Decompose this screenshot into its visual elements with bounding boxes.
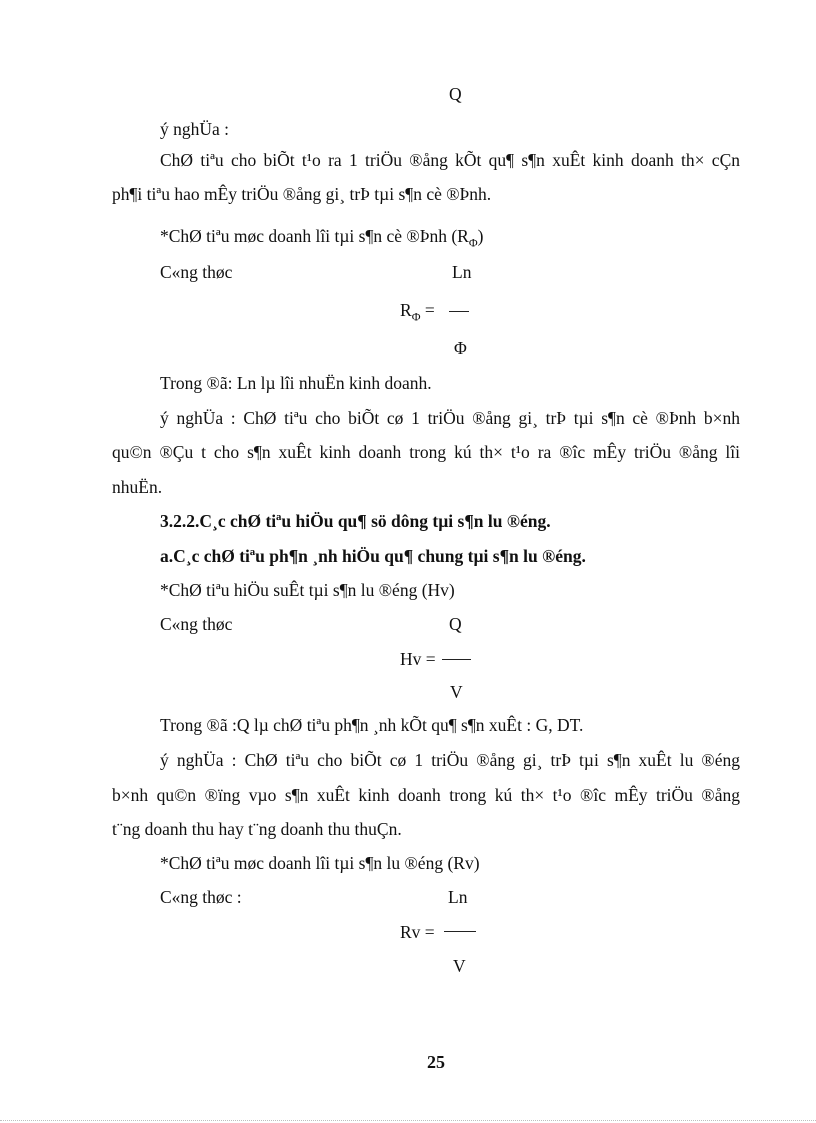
y-nghia-label: ý nghÜa : bbox=[160, 119, 230, 139]
formula-rphi-subscript: Φ bbox=[411, 309, 421, 324]
formula-denominator-phi: Φ bbox=[454, 338, 467, 358]
paragraph-2-line-3: nhuËn. bbox=[112, 477, 163, 497]
paragraph-2-line-1: ý nghÜa : ChØ tiªu cho biÕt cø 1 triÖu ®ång gi¸ trÞ tµi s¶n cè ®Þnh b×nh bbox=[160, 408, 740, 428]
formula-rphi-r: R bbox=[400, 300, 412, 320]
page-number: 25 bbox=[427, 1052, 445, 1072]
formula-numerator-ln-2: Ln bbox=[448, 887, 468, 907]
section-heading-a: a.C¸c chØ tiªu ph¶n ¸nh hiÖu qu¶ chung tµi s¶n lu ®éng. bbox=[160, 546, 586, 566]
formula-hv-lhs: Hv = bbox=[400, 649, 436, 669]
formula-numerator-q: Q bbox=[449, 614, 462, 634]
paragraph-1-line-2: ph¶i tiªu hao mÊy triÖu ®ång gi¸ trÞ tµi s¶n cè ®Þnh. bbox=[112, 184, 492, 204]
cong-thuc-label-2: C«ng thøc bbox=[160, 614, 233, 634]
paragraph-2-line-2: qu©n ®Çu t cho s¶n xuÊt kinh doanh trong kú th× t¹o ra ®îc mÊy triÖu ®ång lîi bbox=[112, 442, 740, 462]
heading-hv: *ChØ tiªu hiÖu suÊt tµi s¶n lu ®éng (Hv) bbox=[160, 580, 455, 600]
heading-rphi bbox=[160, 228, 483, 249]
paragraph-3-line-2: b×nh qu©n ®ïng vµo s¶n xuÊt kinh doanh trong kú th× t¹o ®îc mÊy triÖu ®ång bbox=[112, 785, 740, 805]
fraction-bar-rphi bbox=[449, 311, 469, 312]
heading-rphi-close: ) bbox=[477, 226, 484, 246]
paragraph-1-line-1: ChØ tiªu cho biÕt t¹o ra 1 triÖu ®ång kÕt qu¶ s¶n xuÊt kinh doanh th× cÇn bbox=[160, 150, 740, 170]
section-heading-3-2-2: 3.2.2.C¸c chØ tiªu hiÖu qu¶ sö dông tµi s¶n lu ®éng. bbox=[160, 511, 551, 531]
formula-numerator-q-top: Q bbox=[449, 84, 462, 104]
trong-do-line-2: Trong ®ã :Q lµ chØ tiªu ph¶n ¸nh kÕt qu¶ s¶n xuÊt : G, DT. bbox=[160, 715, 584, 735]
fraction-bar-hv bbox=[442, 659, 471, 660]
trong-do-line-1: Trong ®ã: Ln lµ lîi nhuËn kinh doanh. bbox=[160, 373, 432, 393]
page-bottom-divider bbox=[0, 1120, 816, 1121]
formula-rphi-equals: = bbox=[420, 300, 435, 320]
formula-rv-lhs: Rv = bbox=[400, 922, 435, 942]
cong-thuc-label-3: C«ng thøc : bbox=[160, 887, 242, 907]
heading-rphi-subscript: Φ bbox=[468, 235, 478, 250]
formula-numerator-ln-1: Ln bbox=[452, 262, 472, 282]
heading-rv: *ChØ tiªu møc doanh lîi tµi s¶n lu ®éng (Rv) bbox=[160, 853, 480, 873]
formula-rphi-lhs bbox=[400, 302, 435, 323]
paragraph-3-line-3: t¨ng doanh thu hay t¨ng doanh thu thuÇn. bbox=[112, 819, 402, 839]
formula-denominator-v-1: V bbox=[450, 682, 463, 702]
fraction-bar-rv bbox=[444, 931, 476, 932]
heading-rphi-text: *ChØ tiªu møc doanh lîi tµi s¶n cè ®Þnh (R bbox=[160, 226, 469, 246]
cong-thuc-label-1: C«ng thøc bbox=[160, 262, 233, 282]
paragraph-3-line-1: ý nghÜa : ChØ tiªu cho biÕt cø 1 triÖu ®ång gi¸ trÞ tµi s¶n xuÊt lu ®éng bbox=[160, 750, 740, 770]
formula-denominator-v-2: V bbox=[453, 956, 466, 976]
